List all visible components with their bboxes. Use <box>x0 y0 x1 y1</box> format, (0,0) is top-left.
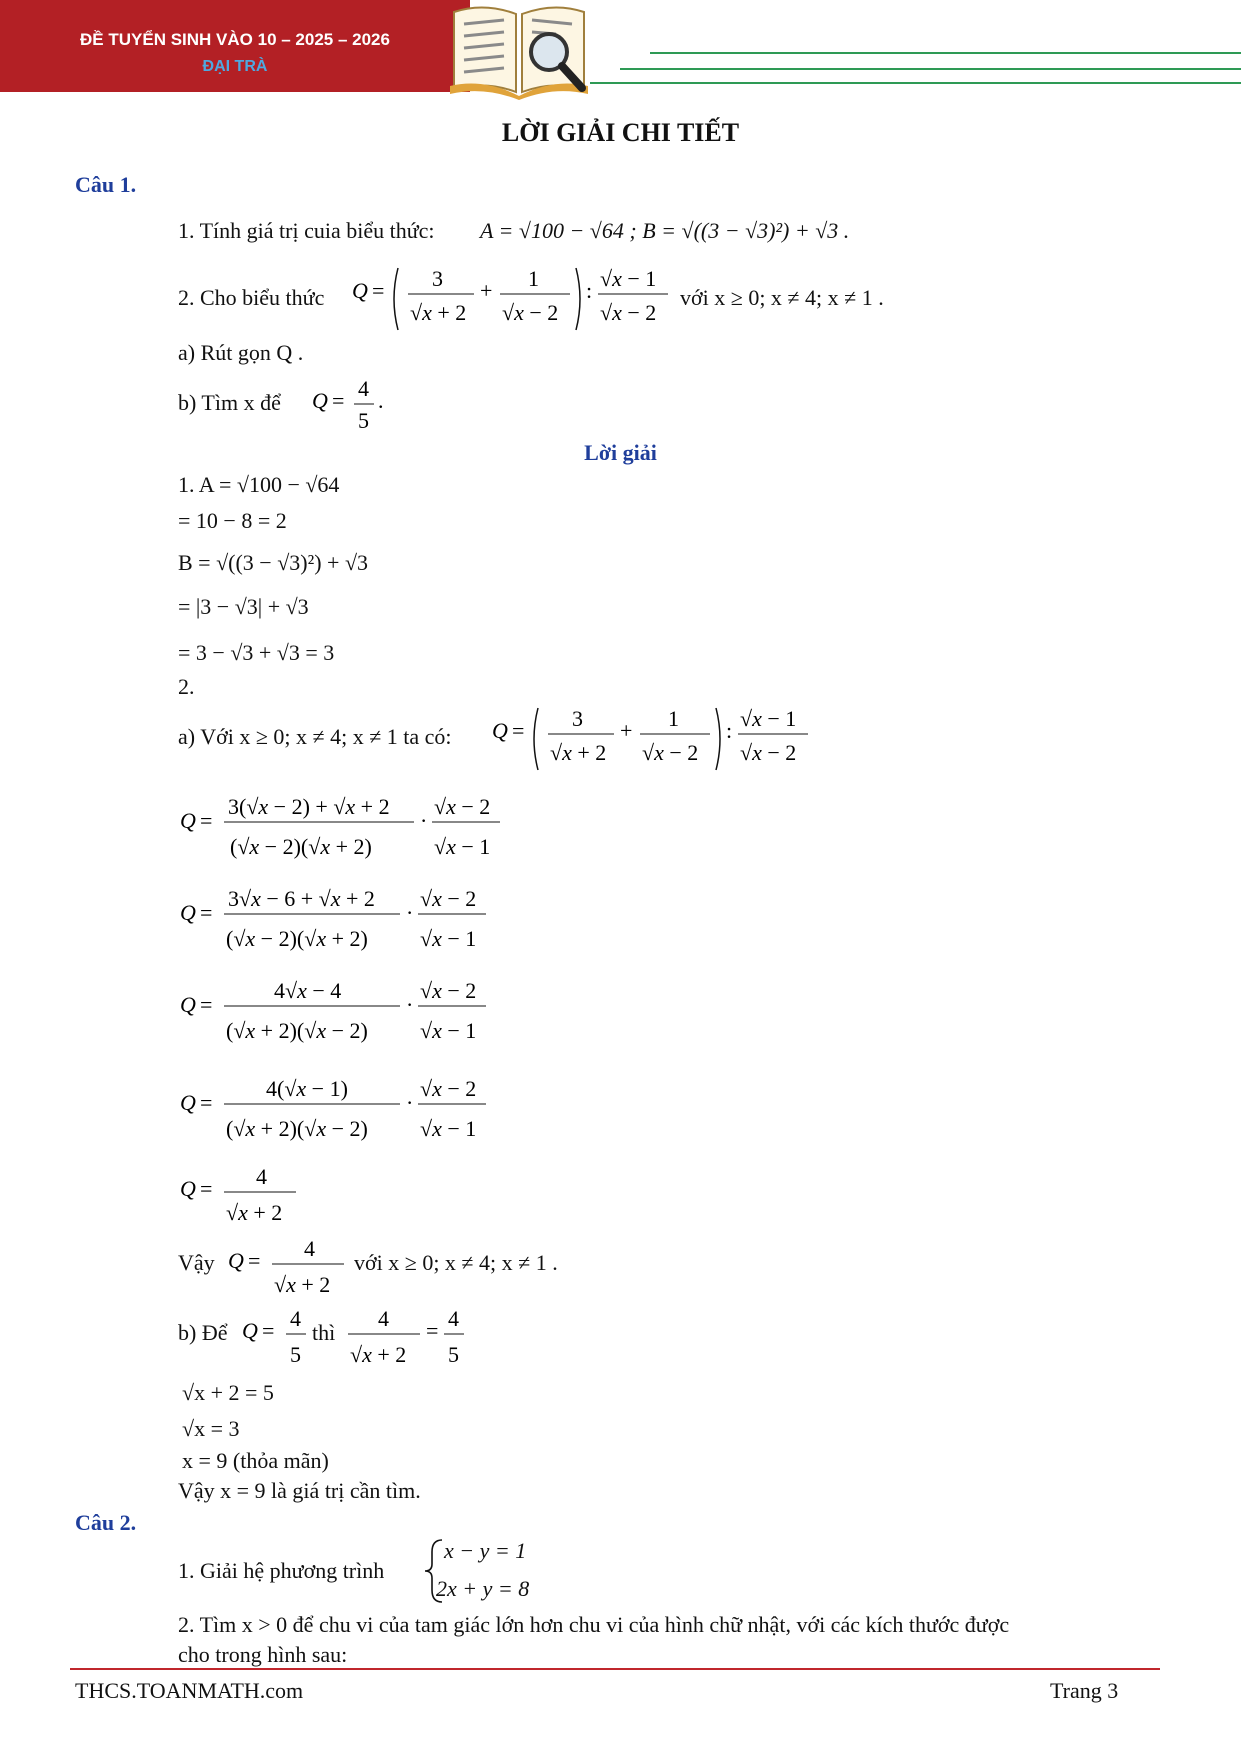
q2-system-eq-2: 2x + y = 8 <box>436 1576 530 1601</box>
q1-part-a: a) Rút gọn Q . <box>178 340 304 365</box>
svg-text:√x − 2: √x − 2 <box>642 740 699 765</box>
svg-text:√x − 2: √x − 2 <box>420 886 477 911</box>
q1-part2-condition: với x ≥ 0; x ≠ 4; x ≠ 1 . <box>680 285 884 310</box>
svg-text:·: · <box>406 1090 414 1115</box>
svg-text:√x + 2: √x + 2 <box>226 1200 283 1225</box>
question-2-label: Câu 2. <box>75 1510 137 1535</box>
solution-conclusion-fraction <box>226 1232 356 1302</box>
header-band <box>0 0 470 92</box>
footer-site: THCS.TOANMATH.com <box>75 1678 304 1703</box>
header-rule-mid <box>620 68 1241 70</box>
svg-text:Q: Q <box>180 1176 196 1201</box>
svg-text:(√x − 2)(√x + 2): (√x − 2)(√x + 2) <box>226 926 368 951</box>
svg-text:4: 4 <box>256 1164 267 1189</box>
q1-part-b-text: b) Tìm x để <box>178 390 281 415</box>
solution-eq-2: √x = 3 <box>182 1416 240 1441</box>
q2-part2-line-1: 2. Tìm x > 0 để chu vi của tam giác lớn hơn chu vi của hình chữ nhật, với các kích thước được <box>178 1612 1010 1637</box>
solution-step-5 <box>178 1160 318 1230</box>
q2-system-eq-1: x − y = 1 <box>444 1538 527 1563</box>
svg-text:√x + 2: √x + 2 <box>274 1272 331 1297</box>
svg-text:√x − 1: √x − 1 <box>434 834 491 859</box>
svg-text:+: + <box>620 718 633 743</box>
svg-text:Q: Q <box>180 1090 196 1115</box>
solution-part-b-fraction-1 <box>240 1302 312 1372</box>
svg-text:·: · <box>406 900 414 925</box>
svg-text:·: · <box>406 992 414 1017</box>
svg-text:5: 5 <box>290 1342 301 1367</box>
q1-expression-Q <box>350 262 680 336</box>
solution-line-4: = |3 − √3| + √3 <box>178 594 309 619</box>
solution-line-5: = 3 − √3 + √3 = 3 <box>178 640 335 665</box>
svg-text:3(√x − 2) + √x + 2: 3(√x − 2) + √x + 2 <box>228 794 390 819</box>
svg-text:(√x − 2)(√x + 2): (√x − 2)(√x + 2) <box>230 834 372 859</box>
page-title: LỜI GIẢI CHI TIẾT <box>501 118 740 147</box>
book-magnifier-icon <box>444 0 594 100</box>
svg-text:1: 1 <box>528 266 539 291</box>
q1-part1-text: 1. Tính giá trị cuia biểu thức: <box>178 218 435 243</box>
svg-text:√x − 2: √x − 2 <box>434 794 491 819</box>
svg-text:√x − 2: √x − 2 <box>502 300 559 325</box>
svg-text:4: 4 <box>448 1306 459 1331</box>
svg-text:√x − 2: √x − 2 <box>420 1076 477 1101</box>
svg-text:Q: Q <box>242 1318 258 1343</box>
header-exam-type: ĐẠI TRÀ <box>202 58 268 75</box>
solution-part-b-equation <box>346 1302 476 1372</box>
solution-step-3 <box>178 968 518 1054</box>
svg-text:√x − 1: √x − 1 <box>600 266 657 291</box>
svg-text:√x − 1: √x − 1 <box>420 926 477 951</box>
q2-part2-line-2: cho trong hình sau: <box>178 1642 348 1667</box>
header-exam-title: ĐỀ TUYỂN SINH VÀO 10 – 2025 – 2026 <box>80 30 390 49</box>
q2-part1-text: 1. Giải hệ phương trình <box>178 1558 385 1583</box>
svg-text:=: = <box>372 278 385 303</box>
svg-text:5: 5 <box>448 1342 459 1367</box>
footer-page-number: Trang 3 <box>1050 1678 1119 1703</box>
svg-text:4: 4 <box>378 1306 389 1331</box>
solution-final: Vậy x = 9 là giá trị cần tìm. <box>178 1478 421 1503</box>
svg-text:Q: Q <box>312 388 328 413</box>
solution-line-6: 2. <box>178 674 195 699</box>
svg-text:=: = <box>262 1318 275 1343</box>
solution-conclusion-condition: với x ≥ 0; x ≠ 4; x ≠ 1 . <box>354 1250 558 1275</box>
svg-text:Q: Q <box>492 718 508 743</box>
svg-text:3: 3 <box>432 266 443 291</box>
svg-text:Q: Q <box>352 278 368 303</box>
svg-text:4: 4 <box>304 1236 315 1261</box>
svg-text::: : <box>586 278 593 303</box>
svg-text:Q: Q <box>180 992 196 1017</box>
svg-text:.: . <box>378 388 384 413</box>
svg-text:3: 3 <box>572 706 583 731</box>
solution-line-2: = 10 − 8 = 2 <box>178 508 287 533</box>
svg-text:+: + <box>480 278 493 303</box>
footer-rule <box>70 1668 1160 1670</box>
solution-step-4 <box>178 1064 518 1154</box>
svg-text:√x − 1: √x − 1 <box>420 1018 477 1043</box>
svg-text:=: = <box>200 900 213 925</box>
svg-text:=: = <box>200 808 213 833</box>
svg-text:√x + 2: √x + 2 <box>410 300 467 325</box>
solution-step-2 <box>178 876 518 962</box>
svg-text:4: 4 <box>290 1306 301 1331</box>
solution-Q-expression <box>490 702 820 776</box>
svg-text:(√x + 2)(√x − 2): (√x + 2)(√x − 2) <box>226 1116 368 1141</box>
svg-text:√x − 2: √x − 2 <box>420 978 477 1003</box>
solution-part-b-text: b) Để <box>178 1320 228 1345</box>
svg-text:Q: Q <box>180 808 196 833</box>
header-rule-bottom <box>590 82 1241 84</box>
svg-text:=: = <box>426 1318 439 1343</box>
solution-eq-3: x = 9 (thỏa mãn) <box>182 1448 329 1473</box>
svg-text:=: = <box>512 718 525 743</box>
svg-text:=: = <box>200 992 213 1017</box>
solution-line-3: B = √((3 − √3)²) + √3 <box>178 550 369 575</box>
svg-text:Q: Q <box>180 900 196 925</box>
svg-text:√x − 2: √x − 2 <box>600 300 657 325</box>
svg-text:4(√x − 1): 4(√x − 1) <box>266 1076 348 1101</box>
q1-part-b-fraction <box>308 374 388 436</box>
svg-text:=: = <box>332 388 345 413</box>
solution-eq-1: √x + 2 = 5 <box>182 1380 274 1405</box>
svg-text:=: = <box>200 1090 213 1115</box>
question-1-label: Câu 1. <box>75 172 137 197</box>
solution-step-1 <box>178 784 518 870</box>
q1-part2-text: 2. Cho biểu thức <box>178 285 325 310</box>
svg-text:√x + 2: √x + 2 <box>550 740 607 765</box>
svg-text:√x − 1: √x − 1 <box>740 706 797 731</box>
solution-line-1: 1. A = √100 − √64 <box>178 472 340 497</box>
svg-text:√x − 2: √x − 2 <box>740 740 797 765</box>
solution-conclusion-text: Vậy <box>178 1250 215 1275</box>
solution-part-b-thi: thì <box>312 1320 336 1345</box>
svg-text:1: 1 <box>668 706 679 731</box>
svg-text:(√x + 2)(√x − 2): (√x + 2)(√x − 2) <box>226 1018 368 1043</box>
svg-text:√x − 1: √x − 1 <box>420 1116 477 1141</box>
svg-text:Q: Q <box>228 1248 244 1273</box>
svg-text:3√x − 6 + √x + 2: 3√x − 6 + √x + 2 <box>228 886 375 911</box>
svg-text:4√x − 4: 4√x − 4 <box>274 978 342 1003</box>
svg-text:√x + 2: √x + 2 <box>350 1342 407 1367</box>
solution-label: Lời giải <box>584 440 657 465</box>
q1-part1-expression: A = √100 − √64 ; B = √((3 − √3)²) + √3 . <box>480 218 850 243</box>
solution-part-a-intro: a) Với x ≥ 0; x ≠ 4; x ≠ 1 ta có: <box>178 724 452 749</box>
svg-text:=: = <box>200 1176 213 1201</box>
svg-text:=: = <box>248 1248 261 1273</box>
svg-text:4: 4 <box>358 376 369 401</box>
svg-text:·: · <box>420 808 428 833</box>
header-rule-top <box>650 52 1241 54</box>
svg-text:5: 5 <box>358 408 369 433</box>
svg-text::: : <box>726 718 733 743</box>
